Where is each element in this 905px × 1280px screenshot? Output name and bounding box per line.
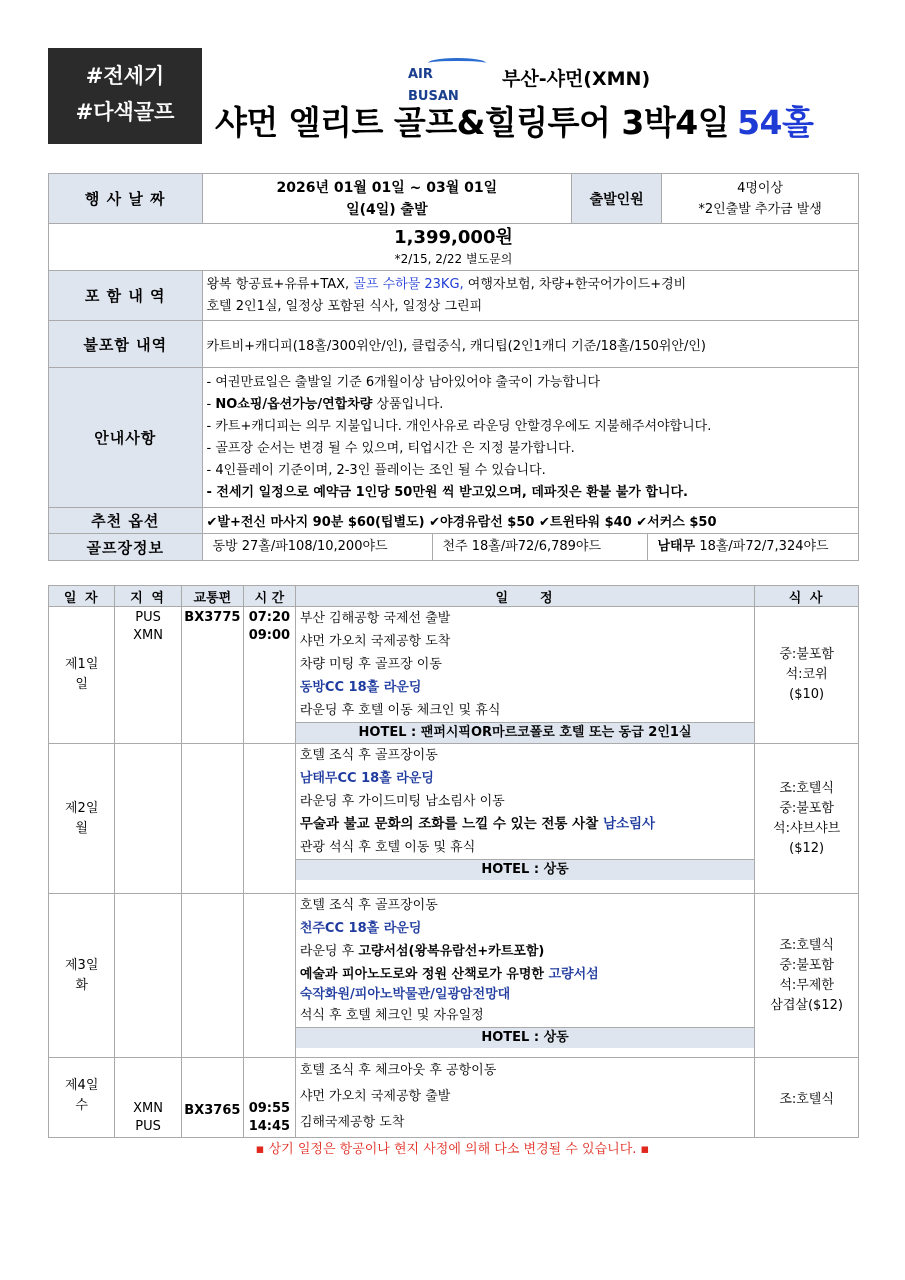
day3-cruise-name: 고량서섬(왕복유람선+카트포함) [358, 944, 545, 959]
price-cell [49, 224, 859, 271]
day4-meal-breakfast: 조:호텔식 [779, 1092, 834, 1107]
notice-no-shopping: NO쇼핑/옵션가능/연합차량 [215, 396, 373, 412]
header-day: 일 자 [49, 586, 115, 607]
day1-flight: BX3775 [181, 607, 243, 744]
included-value [202, 271, 859, 321]
day4-flight: BX3765 [181, 1058, 243, 1138]
day1-golf-round: 동방CC 18홀 라운딩 [299, 680, 422, 695]
date-value [202, 174, 572, 224]
included-hotel: 호텔 2인1실, 일정상 포함된 식사, 일정상 그린피 [206, 298, 483, 314]
day2-row [49, 744, 859, 894]
day1-region-to: XMN [133, 628, 163, 643]
notice-shopping [207, 394, 859, 416]
info-table [48, 173, 859, 561]
notice-dash: - [206, 396, 216, 412]
price-row [49, 224, 859, 271]
day3-label [49, 894, 115, 1058]
excluded-row [49, 321, 859, 368]
day4-line: 김해국제공항 도착 [299, 1115, 405, 1130]
title-text: 샤먼 엘리트 골프&힐링투어 3박4일 [215, 103, 730, 142]
schedule-header [49, 586, 859, 607]
day1-hotel: HOTEL : 팬퍼시픽OR마르코폴로 호텔 또는 동급 2인1실 [296, 722, 754, 743]
included-airfare: 왕복 항공료+유류+TAX, [206, 276, 354, 292]
header-region: 지 역 [115, 586, 181, 607]
day4-line: 호텔 조식 후 체크아웃 후 공항이동 [299, 1063, 497, 1078]
day3-meals [755, 894, 859, 1058]
day3-number: 제3일 [64, 957, 99, 973]
pax-value [662, 174, 859, 224]
day2-golf-round: 남태무CC 18홀 라운딩 [299, 771, 434, 786]
day4-region-to: PUS [135, 1119, 161, 1134]
header-transport: 교통편 [181, 586, 243, 607]
day2-line: 관광 석식 후 호텔 이동 및 휴식 [299, 840, 476, 855]
day3-line: 석식 후 호텔 체크인 및 자유일정 [299, 1008, 484, 1023]
included-label: 포 함 내 역 [49, 271, 203, 321]
day1-meal-dinner: 석:코위 [785, 667, 828, 682]
pax-min: 4명이상 [737, 180, 784, 196]
price: 1,399,000원 [394, 227, 513, 248]
day4-label [49, 1058, 115, 1138]
day3-times [243, 894, 295, 1058]
notice-passport: - 여권만료일은 출발일 기준 6개월이상 남아있어야 출국이 가능합니다 [206, 374, 601, 390]
day1-depart-time: 07:20 [248, 610, 291, 625]
day1-times [243, 607, 295, 744]
day2-itinerary [295, 744, 754, 894]
day2-temple-desc: 무술과 불교 문화의 조화를 느낄 수 있는 전통 사찰 [299, 816, 603, 832]
day3-weekday: 화 [75, 977, 88, 993]
day4-region [115, 1058, 181, 1138]
day3-island-name: 고량서섬 [548, 967, 599, 982]
option-value: ✔발+전신 마사지 90분 $60(팁별도) ✔야경유람선 $50 ✔트윈타워 $40 ✔서커스 $50 [202, 508, 859, 534]
day4-arrive-time: 14:45 [248, 1119, 291, 1134]
day2-meal-lunch: 중:불포함 [779, 800, 834, 816]
day3-island-line [300, 963, 754, 986]
notice-product: 상품입니다. [372, 396, 444, 412]
included-row [49, 271, 859, 321]
day2-times [243, 744, 295, 894]
excluded-label: 불포함 내역 [49, 321, 203, 368]
notice-row [49, 368, 859, 508]
day1-arrive-time: 09:00 [248, 628, 291, 643]
day1-region [115, 607, 181, 744]
holes-count: 54홀 [737, 103, 814, 142]
airline-wave-icon [428, 58, 486, 68]
day3-flight [181, 894, 243, 1058]
date-departure: 일(4일) 출발 [346, 201, 428, 218]
day4-region-from: XMN [133, 1101, 163, 1116]
day3-meal-breakfast: 조:호텔식 [779, 937, 834, 953]
day3-golf-round: 천주CC 18홀 라운딩 [299, 921, 422, 936]
header-meals: 식 사 [755, 586, 859, 607]
day3-attractions: 숙작화원/피아노박물관/일광암전망대 [299, 987, 511, 1002]
page-title [215, 100, 813, 146]
day1-label [49, 607, 115, 744]
day4-meals [755, 1058, 859, 1138]
day1-meals [755, 607, 859, 744]
option-label: 추천 옵션 [49, 508, 203, 534]
hashtag-charter: #전세기 [85, 64, 165, 88]
day2-meal-breakfast: 조:호텔식 [779, 780, 834, 796]
golf-value [202, 534, 859, 561]
day1-region-from: PUS [135, 610, 161, 625]
day3-meal-lunch: 중:불포함 [779, 957, 834, 973]
day2-label [49, 744, 115, 894]
day4-itinerary [295, 1058, 754, 1138]
day3-cruise-prefix: 라운딩 후 [299, 944, 359, 959]
day3-hotel: HOTEL : 상동 [296, 1027, 754, 1048]
footnote: ▪ 상기 일정은 항공이나 현지 사정에 의해 다소 변경될 수 있습니다. ▪ [255, 1142, 650, 1157]
day2-line: 호텔 조식 후 골프장이동 [299, 748, 438, 763]
day4-times [243, 1058, 295, 1138]
notice-join: - 4인플레이 기준이며, 2-3인 플레이는 조인 될 수 있습니다. [206, 462, 546, 478]
day2-hotel: HOTEL : 상동 [296, 859, 754, 880]
pax-surcharge: *2인출발 추가금 발생 [698, 201, 822, 217]
day3-cruise-line [300, 940, 754, 963]
day1-meal-lunch: 중:불포함 [779, 647, 834, 662]
day4-line: 샤먼 가오치 국제공항 출발 [299, 1089, 451, 1104]
day3-line: 호텔 조식 후 골프장이동 [299, 898, 438, 913]
day1-line: 차량 미팅 후 골프장 이동 [299, 657, 442, 672]
day2-region [115, 744, 181, 894]
date-row [49, 174, 859, 224]
notice-list [202, 368, 859, 508]
day2-flight [181, 744, 243, 894]
hashtag-box [48, 48, 202, 144]
route-title: 부산-샤먼(XMN) [502, 68, 651, 90]
day4-row [49, 1058, 859, 1138]
header-itinerary: 일 정 [295, 586, 754, 607]
day3-meal-price: 삼겹살($12) [770, 997, 843, 1013]
included-golf-baggage: 골프 수하물 23KG, [353, 276, 464, 292]
golf-course-namtaemu [648, 534, 859, 560]
day1-meal-price: ($10) [789, 687, 825, 702]
day2-weekday: 월 [75, 820, 88, 836]
golf-row [49, 534, 859, 561]
day3-island-desc: 예술과 피아노도로와 정원 산책로가 유명한 [299, 967, 549, 982]
day3-itinerary [295, 894, 754, 1058]
notice-course-order: - 골프장 순서는 변경 될 수 있으며, 티업시간 은 지정 불가합니다. [206, 440, 575, 456]
day2-temple-line [300, 813, 754, 836]
day2-temple-name: 남소림사 [602, 816, 656, 832]
day2-meal-dinner: 석:샤브샤브 [773, 820, 841, 836]
included-misc: 여행자보험, 차량+한국어가이드+경비 [463, 276, 687, 292]
airline-logo [408, 64, 488, 104]
golf-label: 골프장정보 [49, 534, 203, 561]
golf-course-namtaemu-info: 18홀/파72/7,324야드 [695, 539, 829, 554]
golf-course-cheonju: 천주 18홀/파72/6,789야드 [433, 534, 648, 560]
golf-course-namtaemu-name: 남태무 [657, 539, 696, 554]
day1-line: 라운딩 후 호텔 이동 체크인 및 휴식 [299, 703, 501, 718]
excluded-value: 카트비+캐디피(18홀/300위안/인), 클럽중식, 캐디팁(2인1캐디 기준/18홀/150위안/인) [202, 321, 859, 368]
day3-row [49, 894, 859, 1058]
day4-number: 제4일 [64, 1078, 99, 1093]
header-time: 시 간 [243, 586, 295, 607]
pax-label: 출발인원 [572, 174, 662, 224]
day3-meal-dinner: 석:무제한 [779, 977, 834, 993]
date-label: 행 사 날 짜 [49, 174, 203, 224]
airline-name: AIR BUSAN [408, 67, 459, 104]
day1-line: 샤먼 가오치 국제공항 도착 [299, 634, 451, 649]
day2-line: 라운딩 후 가이드미팅 남소림사 이동 [299, 794, 505, 809]
schedule-table [48, 585, 859, 1138]
day4-weekday: 수 [75, 1098, 88, 1113]
day1-number: 제1일 [64, 657, 99, 672]
option-row [49, 508, 859, 534]
date-range: 2026년 01월 01일 ~ 03월 01일 [276, 179, 498, 196]
day1-itinerary [295, 607, 754, 744]
golf-course-dongbang: 동방 27홀/파108/10,200야드 [203, 534, 433, 560]
day2-meals [755, 744, 859, 894]
day2-meal-price: ($12) [789, 840, 825, 856]
notice-label: 안내사항 [49, 368, 203, 508]
notice-caddie: - 카트+캐디피는 의무 지불입니다. 개인사유로 라운딩 안할경우에도 지불해주셔야합니다. [206, 418, 712, 434]
day3-region [115, 894, 181, 1058]
day1-weekday: 일 [75, 677, 88, 692]
day4-depart-time: 09:55 [248, 1101, 291, 1116]
hashtag-golf: #다색골프 [75, 100, 175, 124]
price-note: *2/15, 2/22 별도문의 [394, 252, 513, 266]
notice-deposit: - 전세기 일정으로 예약금 1인당 50만원 씩 받고있으며, 데파짓은 환불 불가 합니다. [206, 484, 688, 500]
day1-row [49, 607, 859, 744]
day1-line: 부산 김해공항 국제선 출발 [299, 611, 451, 626]
day2-number: 제2일 [64, 800, 99, 816]
